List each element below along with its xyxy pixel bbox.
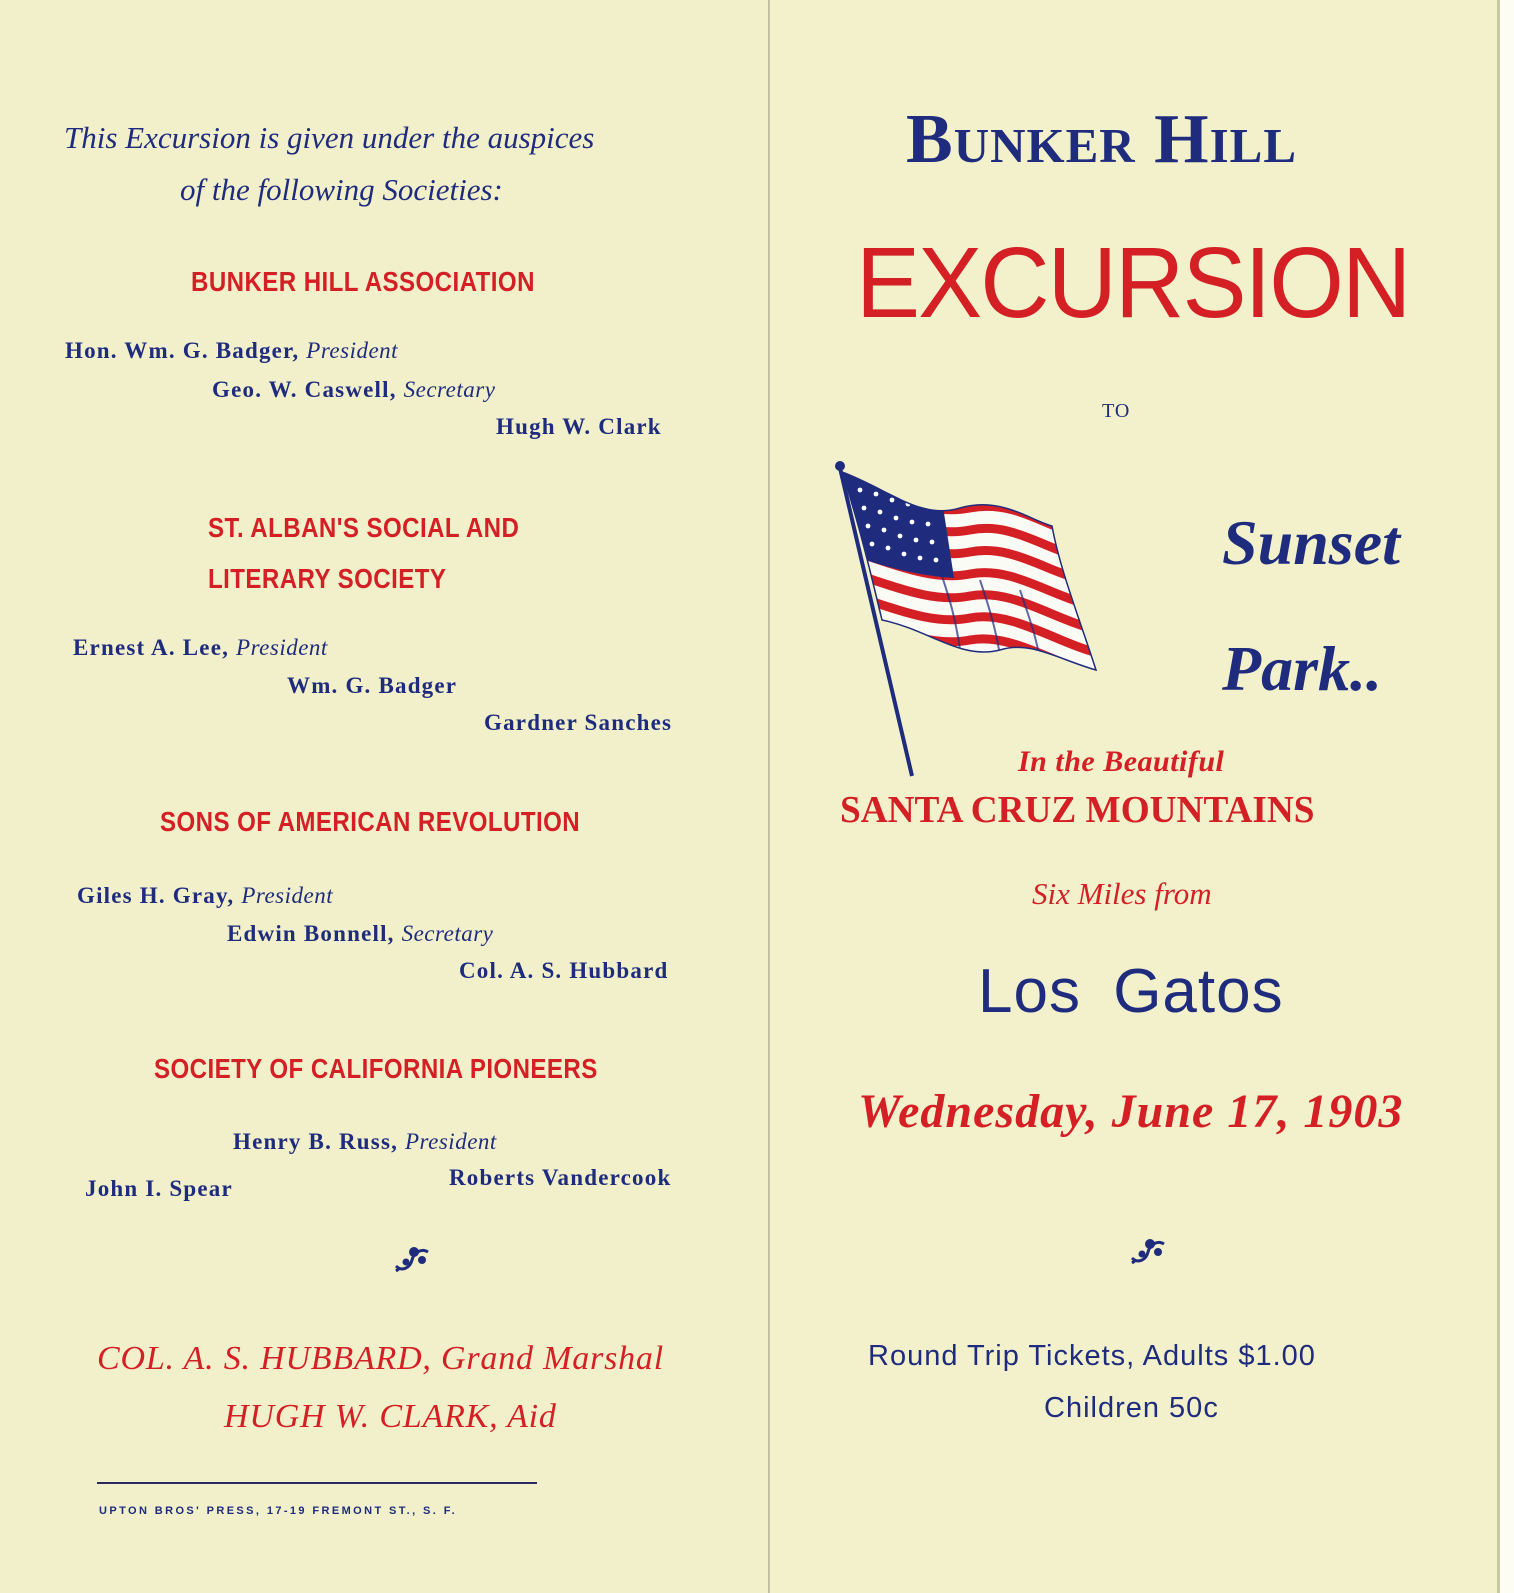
to-label: TO [1102,400,1131,422]
member-name: Roberts Vandercook [449,1165,672,1190]
press-rule-divider [97,1482,537,1484]
society-heading-st-albans-line-1: ST. ALBAN'S SOCIAL AND [208,512,520,543]
title-bunker-hill: Bunker Hill [906,101,1298,178]
member-name: Henry B. Russ, President [233,1129,497,1154]
member-name: Gardner Sanches [484,710,673,735]
american-flag-icon [830,460,1102,785]
member-role: President [241,883,334,908]
member-name: Hugh W. Clark [496,414,662,439]
society-heading-st-albans-line-2: LITERARY SOCIETY [208,563,447,594]
town-los-gatos: Los Gatos [978,957,1284,1026]
member-name: John I. Spear [85,1176,233,1201]
member-name: Ernest A. Lee, President [73,635,328,660]
grand-marshal-line: COL. A. S. HUBBARD, Grand Marshal [97,1340,664,1377]
santa-cruz-mountains: SANTA CRUZ MOUNTAINS [840,789,1315,831]
sheet-edge [1500,0,1514,1593]
society-heading-bunker-hill: BUNKER HILL ASSOCIATION [191,266,535,297]
destination-park: Park.. [1222,633,1382,704]
intro-line-1: This Excursion is given under the auspices [64,120,595,155]
destination-sunset: Sunset [1222,507,1400,578]
intro-line-2: of the following Societies: [180,172,503,207]
member-role: President [405,1129,497,1154]
ticket-price-children: Children 50c [1044,1392,1219,1424]
society-heading-sons-american-revolution: SONS OF AMERICAN REVOLUTION [160,806,581,837]
member-name: Col. A. S. Hubbard [459,958,669,983]
fleuron-ornament-icon [1128,1234,1168,1266]
title-excursion: EXCURSION [856,227,1410,339]
member-role: Secretary [401,921,494,946]
aid-line: HUGH W. CLARK, Aid [224,1398,557,1435]
six-miles-from: Six Miles from [1032,876,1212,911]
fleuron-ornament-icon [392,1242,432,1274]
member-role: President [236,635,328,660]
member-name: Edwin Bonnell, Secretary [227,921,494,946]
ticket-price-adults: Round Trip Tickets, Adults $1.00 [868,1340,1316,1372]
member-name: Hon. Wm. G. Badger, President [65,338,399,363]
event-date: Wednesday, June 17, 1903 [858,1085,1404,1138]
member-name: Giles H. Gray, President [77,883,334,908]
member-role: President [306,338,399,363]
society-heading-california-pioneers: SOCIETY OF CALIFORNIA PIONEERS [154,1053,598,1084]
member-role: Secretary [403,377,496,402]
in-the-beautiful: In the Beautiful [1018,745,1225,778]
member-name: Wm. G. Badger [287,673,458,698]
member-name: Geo. W. Caswell, Secretary [212,377,496,402]
printer-imprint: UPTON BROS' PRESS, 17-19 FREMONT ST., S. F. [99,1505,458,1517]
